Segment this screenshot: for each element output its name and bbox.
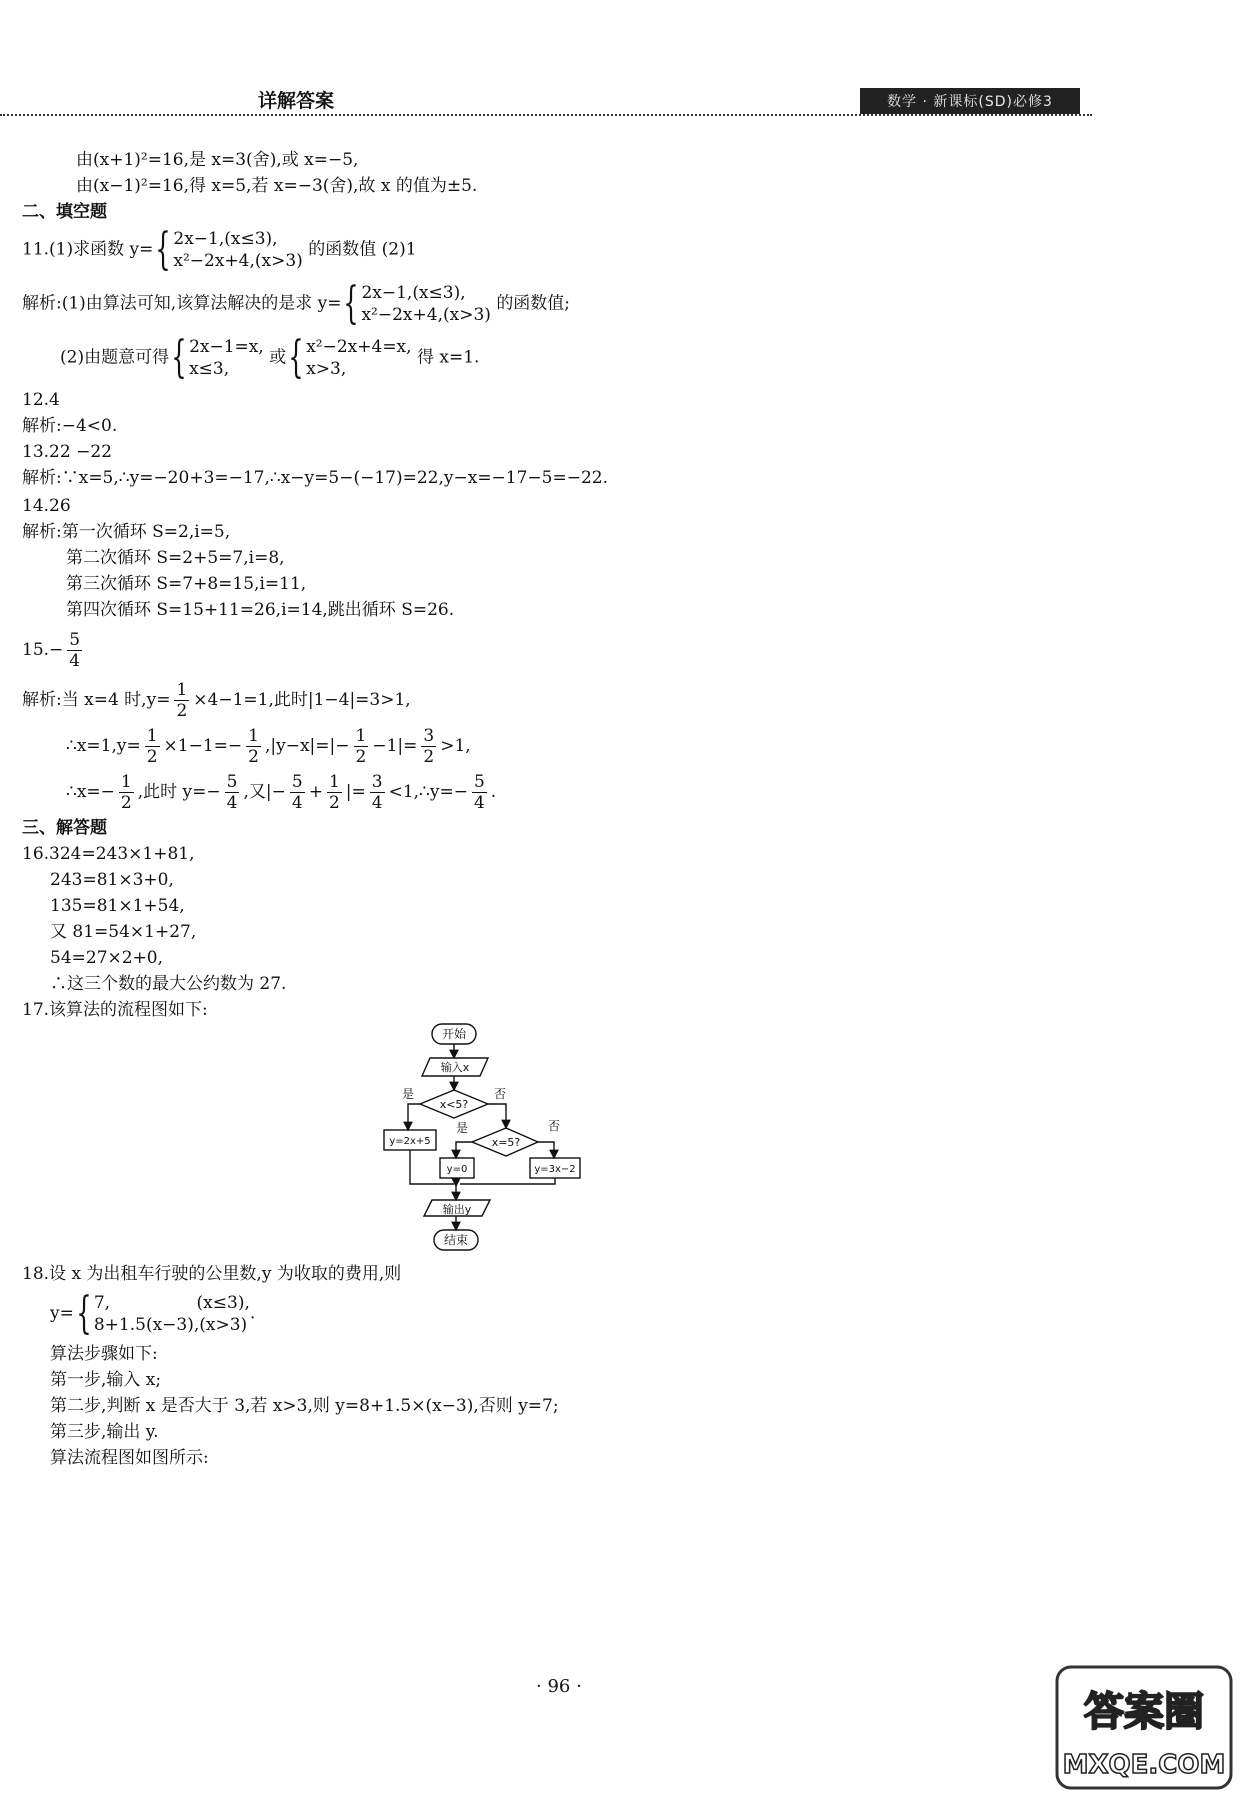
text: 解析:当 x=4 时,y= <box>22 690 171 710</box>
text-line: 算法流程图如图所示: <box>50 1448 209 1468</box>
section-heading: 二、填空题 <box>22 202 107 222</box>
watermark-top: 答案圈 <box>1084 1689 1204 1735</box>
text: ,此时 y=− <box>137 782 221 802</box>
text-line: 14.26 <box>22 496 71 516</box>
text: . <box>490 782 497 802</box>
case: x²−2x+4=x, <box>306 337 412 357</box>
text: ∴x=− <box>66 782 115 802</box>
fraction: $\frac{1}{2}$ <box>328 772 340 813</box>
text-line: 第三次循环 S=7+8=15,i=11, <box>66 574 307 594</box>
text-line: 解析:−4<0. <box>22 416 118 436</box>
text: 解析:(1)由算法可知,该算法解决的是求 y= <box>22 293 342 314</box>
case: x>3, <box>306 359 347 379</box>
flow-label-cond2: x=5? <box>491 1136 521 1149</box>
flow-label-end: 结束 <box>443 1233 469 1247</box>
fraction: $\frac{1}{2}$ <box>355 726 367 767</box>
fraction: $\frac{5}{4}$ <box>473 772 485 813</box>
text-line: 第二次循环 S=2+5=7,i=8, <box>66 548 285 568</box>
fraction: $\frac{5}{4}$ <box>69 630 81 671</box>
flowchart <box>370 1018 610 1258</box>
text-line: 解析:第一次循环 S=2,i=5, <box>22 522 231 542</box>
header-title: 详解答案 <box>258 90 335 112</box>
brace: { <box>171 332 187 383</box>
case: 2x−1,(x≤3), <box>361 283 466 303</box>
answer-11 <box>22 278 571 329</box>
text-line: 又 81=54×1+27, <box>50 922 197 942</box>
text-line: 算法步骤如下: <box>50 1344 158 1364</box>
text-line: 18.设 x 为出租车行驶的公里数,y 为收取的费用,则 <box>22 1264 402 1284</box>
flow-label-no: 否 <box>547 1119 561 1133</box>
question-11 <box>22 224 417 275</box>
brace: { <box>155 224 172 275</box>
text-line: 第二步,判断 x 是否大于 3,若 x>3,则 y=8+1.5×(x−3),否则 y=7; <box>50 1396 559 1416</box>
text-line: 135=81×1+54, <box>50 896 185 916</box>
answer-15-line2 <box>66 726 471 767</box>
fraction: $\frac{3}{2}$ <box>423 726 435 767</box>
fraction: $\frac{5}{4}$ <box>291 772 303 813</box>
text: <1,∴y=− <box>388 782 468 802</box>
case: 2x−1,(x≤3), <box>173 229 278 249</box>
text: 的函数值; <box>496 293 571 314</box>
text: ,|y−x|=|− <box>264 736 350 756</box>
text: 的函数值 (2)1 <box>308 239 417 260</box>
flow-label-yes: 是 <box>455 1121 469 1135</box>
fraction: $\frac{3}{4}$ <box>371 772 383 813</box>
case: 8+1.5(x−3),(x>3) <box>93 1315 248 1335</box>
flow-label-no: 否 <box>493 1087 507 1101</box>
flow-label-cond1: x<5? <box>439 1098 469 1111</box>
flow-label-b3: y=3x−2 <box>534 1164 576 1175</box>
text-line: 12.4 <box>22 390 60 410</box>
text: >1, <box>440 736 471 756</box>
cases <box>94 1292 250 1336</box>
text: −1|= <box>372 736 418 756</box>
text: ×4−1=1,此时|1−4|=3>1, <box>193 690 411 710</box>
brace: { <box>288 332 304 383</box>
case: 2x−1=x, <box>189 337 264 357</box>
text-line: 13.22 −22 <box>22 442 112 462</box>
brace: { <box>76 1288 92 1339</box>
fraction: $\frac{1}{2}$ <box>176 680 188 721</box>
fraction: $\frac{1}{2}$ <box>120 772 132 813</box>
text-line: 243=81×3+0, <box>50 870 174 890</box>
watermark-logo <box>1055 1665 1233 1790</box>
watermark-bottom: MXQE.COM <box>1062 1750 1226 1780</box>
text: ∴x=1,y= <box>66 736 141 756</box>
text-line: 17.该算法的流程图如下: <box>22 1000 208 1020</box>
flow-label-output: 输出y <box>442 1203 472 1216</box>
answer-11-part2 <box>60 332 480 383</box>
text: 得 x=1. <box>416 347 480 368</box>
text: . <box>249 1303 256 1324</box>
brace: { <box>343 278 360 329</box>
page-number: · 96 · <box>536 1676 582 1697</box>
series-badge: 数学 · 新课标(SD)必修3 <box>860 88 1080 114</box>
flow-label-b2: y=0 <box>446 1164 468 1175</box>
text: (2)由题意可得 <box>60 347 170 368</box>
text-line: 由(x−1)²=16,得 x=5,若 x=−3(舍),故 x 的值为±5. <box>76 176 478 196</box>
text: 11.(1)求函数 y= <box>22 239 154 260</box>
flow-label-start: 开始 <box>441 1027 467 1041</box>
fraction: $\frac{1}{2}$ <box>146 726 158 767</box>
text: 15.− <box>22 640 64 660</box>
text-line: 第四次循环 S=15+11=26,i=14,跳出循环 S=26. <box>66 600 455 620</box>
text: |= <box>345 782 366 802</box>
case: x²−2x+4,(x>3) <box>361 305 491 325</box>
text: ×1−1=− <box>163 736 243 756</box>
cases <box>306 336 411 380</box>
text-line: 54=27×2+0, <box>50 948 164 968</box>
text-line: 由(x+1)²=16,是 x=3(舍),或 x=−5, <box>76 150 359 170</box>
text-line: 16.324=243×1+81, <box>22 844 195 864</box>
flow-label-input: 输入x <box>440 1061 470 1074</box>
text: 或 <box>269 347 287 368</box>
flow-label-b1: y=2x+5 <box>389 1136 431 1147</box>
case: x²−2x+4,(x>3) <box>173 251 303 271</box>
answer-15-line3 <box>66 772 496 813</box>
cases <box>361 282 490 326</box>
question-18-formula <box>50 1288 256 1339</box>
cases <box>173 228 302 272</box>
text: ,又|− <box>243 782 286 802</box>
question-15 <box>22 630 84 671</box>
text: y= <box>50 1303 74 1324</box>
section-heading: 三、解答题 <box>22 818 107 838</box>
flow-label-yes: 是 <box>401 1087 415 1101</box>
answer-15-line1 <box>22 680 411 721</box>
header-divider <box>0 114 1092 116</box>
cases <box>189 336 264 380</box>
text: + <box>308 782 323 802</box>
text-line: ∴这三个数的最大公约数为 27. <box>50 974 287 994</box>
case: 7, (x≤3), <box>93 1293 250 1313</box>
text-line: 第三步,输出 y. <box>50 1422 159 1442</box>
text-line: 解析:∵x=5,∴y=−20+3=−17,∴x−y=5−(−17)=22,y−x=−17−5=−22. <box>22 468 609 488</box>
text-line: 第一步,输入 x; <box>50 1370 162 1390</box>
fraction: $\frac{1}{2}$ <box>248 726 259 767</box>
fraction: $\frac{5}{4}$ <box>226 772 238 813</box>
case: x≤3, <box>189 359 230 379</box>
